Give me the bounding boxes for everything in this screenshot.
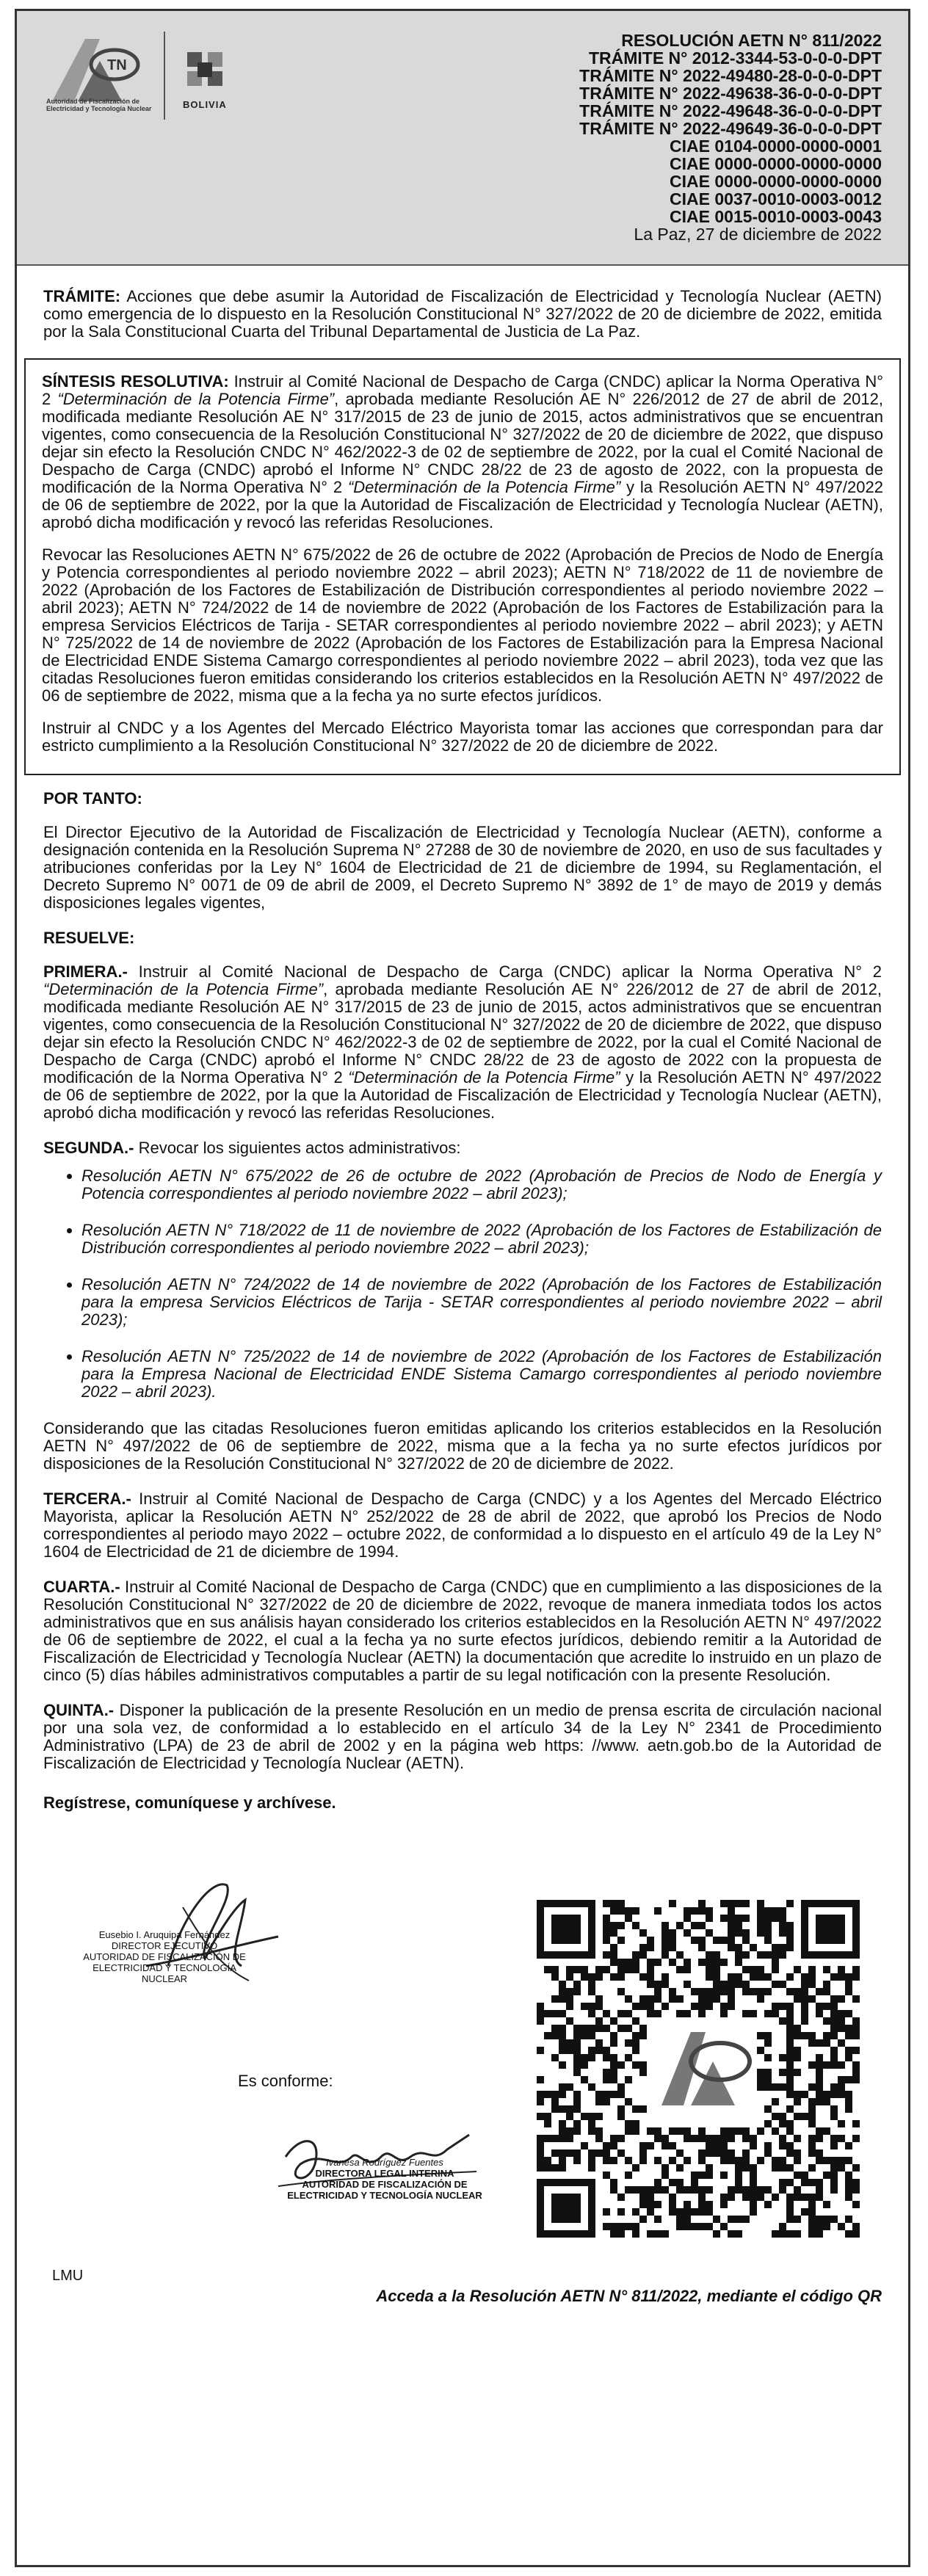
author-initials: LMU <box>52 2268 84 2284</box>
svg-text:TN: TN <box>107 57 127 73</box>
article-text: Instruir al Comité Nacional de Despacho de Carga (CNDC) aplicar la Norma Operativa N° 2 <box>127 962 882 981</box>
sintesis-italic: “Determinación de la Potencia Firme” <box>347 478 621 496</box>
legal-director-signature-block <box>286 2157 484 2201</box>
quinta-article <box>43 1702 882 1772</box>
ref-ciae: CIAE 0104-0000-0000-0001 <box>670 137 882 156</box>
tercera-label: TERCERA.- <box>43 1490 131 1508</box>
ref-tramite: TRÁMITE N° 2022-49648-36-0-0-0-DPT <box>579 101 882 120</box>
ref-ciae: CIAE 0000-0000-0000-0000 <box>670 172 882 191</box>
tramite-paragraph <box>43 288 882 341</box>
ref-ciae: CIAE 0037-0010-0003-0012 <box>670 189 882 208</box>
list-item: • Resolución AETN N° 718/2022 de 11 de noviembre de 2022 (Aprobación de los Factores de Estabilización de Distribución correspondientes al periodo noviembre 2022 – abril 2023); <box>81 1222 882 1257</box>
article-text: Instruir al Comité Nacional de Despacho de Carga (CNDC) y a los Agentes del Mercado Eléctrico Mayorista, aplicar la Resolución AETN N° 252/2022 de 28 de abril de 2022, que aprobó los Precios de Nodo correspondientes al periodo mayo 2022 – octubre 2022, de conformidad a lo dispuesto en el artículo 49 de la Ley N° 1604 de Electricidad de 21 de diciembre de 1994. <box>43 1490 882 1561</box>
signer-title: DIRECTOR EJECUTIVO <box>111 1940 218 1951</box>
sintesis-text: Instruir al Comité Nacional de Despacho de Carga (CNDC) aplicar la Norma Operativa N° 2 <box>42 372 884 408</box>
primera-article <box>43 963 882 1122</box>
sintesis-paragraph-1 <box>42 373 883 531</box>
list-item: • Resolución AETN N° 724/2022 de 14 de noviembre de 2022 (Aprobación de los Factores de Estabilización para la empresa Servicios Eléctricos de Tarija - SETAR correspondientes al periodo noviembre 2022 – abril 2023); <box>81 1276 882 1329</box>
cuarta-article <box>43 1578 882 1684</box>
signer-entity: ELECTRICIDAD Y TECNOLOGÍA NUCLEAR <box>287 2190 482 2201</box>
sintesis-paragraph-3: Instruir al CNDC y a los Agentes del Mercado Eléctrico Mayorista tomar las acciones que correspondan para dar estricto cumplimiento a la Resolución Constitucional N° 327/2022 de 20 de diciembre de 2022. <box>42 719 883 755</box>
article-italic: “Determinación de la Potencia Firme” <box>348 1068 620 1086</box>
document-header <box>17 11 908 266</box>
cuarta-label: CUARTA.- <box>43 1578 120 1596</box>
ref-tramite: TRÁMITE N° 2022-49638-36-0-0-0-DPT <box>579 84 882 103</box>
tercera-article <box>43 1490 882 1561</box>
header-divider <box>164 32 165 120</box>
document-body <box>17 266 908 2318</box>
segunda-article <box>43 1139 882 1157</box>
sintesis-text: , aprobada mediante Resolución AE N° 226/2012 de 27 de abril de 2012, modificada mediante Resolución AE N° 317/2015 de 23 de junio de 2015, actos administrativos que se encuentran vigentes, como consecuencia de la Resolución Constitucional N° 327/2022 de 20 de diciembre de 2022, que dispuso dejar sin efecto la Resolución CNDC N° 462/2022-3 de 02 de septiembre de 2022, por la cual el Comité Nacional de Despacho de Carga (CNDC) aprobó el Informe N° CNDC 28/22 de 23 de agosto de 2022, con la propuesta de modificación de la Norma Operativa N° 2 <box>42 390 883 496</box>
ref-tramite: TRÁMITE N° 2022-49480-28-0-0-0-DPT <box>579 66 882 85</box>
article-italic: “Determinación de la Potencia Firme” <box>43 980 324 998</box>
sintesis-italic: “Determinación de la Potencia Firme” <box>57 390 335 408</box>
resuelve-title: RESUELVE: <box>43 929 135 947</box>
signer-name: Ivanesa Rodríguez Fuentes <box>326 2157 443 2168</box>
director-signature-block <box>73 1929 256 1984</box>
sintesis-label: SÍNTESIS RESOLUTIVA: <box>42 372 229 391</box>
closing-formula: Regístrese, comuníquese y archívese. <box>43 1793 336 1812</box>
conforme-label: Es conforme: <box>238 2072 333 2090</box>
sintesis-box <box>24 358 901 775</box>
considerando-paragraph: Considerando que las citadas Resoluciones fueron emitidas aplicando los criterios establecidos en la Resolución AETN N° 497/2022 de 06 de septiembre de 2022, misma que a la fecha ya no surte efectos jurídicos por disposiciones de la Resolución Constitucional N° 327/2022 de 20 de diciembre de 2022. <box>43 1419 882 1473</box>
bolivia-label: BOLIVIA <box>183 99 227 110</box>
aetn-logo-text: Autoridad de Fiscalización de Electricidad y Tecnología Nuclear <box>46 98 152 112</box>
article-text: , aprobada mediante Resolución AE N° 226/2012 de 27 de abril de 2012, modificada mediante Resolución AE N° 317/2015 de 23 de junio de 2015, actos administrativos que se encuentran vigentes, como consecuencia de la Resolución Constitucional N° 327/2022 de 20 de diciembre de 2022, que dispuso dejar sin efecto la Resolución CNDC N° 462/2022-3 de 02 de septiembre de 2022, por la cual el Comité Nacional de Despacho de Carga (CNDC) aprobó el Informe N° CNDC 28/22 de 23 de agosto de 2022 con la propuesta de modificación de la Norma Operativa N° 2 <box>43 980 882 1086</box>
tramite-text: Acciones que debe asumir la Autoridad de Fiscalización de Electricidad y Tecnología Nuclear (AETN) como emergencia de lo dispuesto en la Resolución Constitucional N° 327/2022 de 20 de diciembre de 2022, emitida por la Sala Constitucional Cuarta del Tribunal Departamental de Justicia de La Paz. <box>43 287 882 341</box>
qr-caption: Acceda a la Resolución AETN N° 811/2022, mediante el código QR <box>376 2287 882 2305</box>
ref-resolution: RESOLUCIÓN AETN N° 811/2022 <box>621 31 882 50</box>
signer-entity: AUTORIDAD DE FISCALIZACIÓN DE <box>83 1951 246 1962</box>
ref-ciae: CIAE 0000-0000-0000-0000 <box>670 154 882 173</box>
por-tanto-paragraph: El Director Ejecutivo de la Autoridad de Fiscalización de Electricidad y Tecnología Nuclear (AETN), conforme a designación contenida en la Resolución Suprema N° 27288 de 30 de noviembre de 2020, en uso de sus facultades y atribuciones conferidas por la Ley N° 1604 de Electricidad de 21 de diciembre de 1994, su Reglamentación, el Decreto Supremo N° 0071 de 09 de abril de 2009, el Decreto Supremo N° 3892 de 1° de mayo de 2019 y demás disposiciones legales vigentes, <box>43 823 882 912</box>
segunda-label: SEGUNDA.- <box>43 1139 134 1157</box>
ref-tramite: TRÁMITE N° 2012-3344-53-0-0-0-DPT <box>588 48 882 68</box>
qr-code-icon[interactable] <box>537 1900 860 2238</box>
signature-area <box>43 1812 882 2318</box>
revoked-acts-list <box>43 1167 882 1401</box>
article-text: y la Resolución AETN N° 497/2022 de 06 de septiembre de 2022, por la que la Autoridad de Fiscalización de Electricidad y Tecnología Nuclear (AETN), aprobó dicha modificación y revocó las referidas Resoluciones. <box>43 1068 882 1122</box>
ref-tramite: TRÁMITE N° 2022-49649-36-0-0-0-DPT <box>579 119 882 138</box>
list-item: • Resolución AETN N° 725/2022 de 14 de noviembre de 2022 (Aprobación de los Factores de Estabilización para la Empresa Nacional de Electricidad ENDE Sistema Camargo correspondientes al periodo noviembre 2022 – abril 2023). <box>81 1348 882 1401</box>
reference-block <box>579 32 882 243</box>
bolivia-coat-of-arms-icon <box>181 48 233 99</box>
signer-entity: AUTORIDAD DE FISCALIZACIÓN DE <box>302 2179 468 2190</box>
signer-entity: ELECTRICIDAD Y TECNOLOGÍA NUCLEAR <box>93 1962 236 1984</box>
sintesis-text: y la Resolución AETN N° 497/2022 de 06 de septiembre de 2022, por la que la Autoridad de Fiscalización de Electricidad y Tecnología Nuclear (AETN), aprobó dicha modificación y revocó las referidas Resoluciones. <box>42 478 883 531</box>
tramite-label: TRÁMITE: <box>43 287 121 305</box>
signer-title: DIRECTORA LEGAL INTERINA <box>315 2168 454 2179</box>
resolution-document <box>15 9 910 2567</box>
article-text: Disponer la publicación de la presente Resolución en un medio de prensa escrita de circulación nacional por una sola vez, de conformidad a lo establecido en el artículo 34 de la Ley N° 2341 de Procedimiento Administrativo (LPA) de 23 de abril de 2002 y en la página web https: //www. aetn.gob.bo de la Autoridad de Fiscalización de Electricidad y Tecnología Nuclear (AETN). <box>43 1701 882 1772</box>
sintesis-paragraph-2: Revocar las Resoluciones AETN N° 675/2022 de 26 de octubre de 2022 (Aprobación de Precios de Nodo de Energía y Potencia correspondientes al periodo noviembre 2022 – abril 2023); AETN N° 718/2022 de 11 de noviembre de 2022 (Aprobación de los Factores de Estabilización de Distribución correspondientes al periodo noviembre 2022 – abril 2023); AETN N° 724/2022 de 14 de noviembre de 2022 (Aprobación de los Factores de Estabilización para la empresa Servicios Eléctricos de Tarija - SETAR correspondientes al periodo noviembre 2022 – abril 2023); y AETN N° 725/2022 de 14 de noviembre de 2022 (Aprobación de los Factores de Estabilización para la Empresa Nacional de Electricidad ENDE Sistema Camargo correspondientes al periodo noviembre 2022 – abril 2023), toda vez que las citadas Resoluciones fueron emitidas considerando los criterios establecidos en la Resolución AETN N° 497/2022 de 06 de septiembre de 2022, misma que a la fecha ya no surte efectos jurídicos. <box>42 545 883 705</box>
signer-name: Eusebio I. Aruquipa Fernández <box>98 1929 231 1940</box>
por-tanto-title: POR TANTO: <box>43 789 142 808</box>
quinta-label: QUINTA.- <box>43 1701 115 1719</box>
ref-ciae: CIAE 0015-0010-0003-0043 <box>670 207 882 226</box>
primera-label: PRIMERA.- <box>43 962 128 981</box>
article-text: Instruir al Comité Nacional de Despacho de Carga (CNDC) que en cumplimiento a las disposiciones de la Resolución Constitucional N° 327/2022 de 20 de diciembre de 2022, revoque de manera inmediata todos los actos administrativos que en sus análisis hayan considerado los criterios establecidos en la Resolución AETN N° 497/2022 de 06 de septiembre de 2022, el cual a la fecha ya no surte efectos jurídicos, debiendo remitir a la Autoridad de Fiscalización de Electricidad y Tecnología Nuclear (AETN) la documentación que acredite lo instruido en un plazo de cinco (5) días hábiles administrativos computables a partir de su legal notificación con la presente Resolución. <box>43 1578 882 1684</box>
list-item: • Resolución AETN N° 675/2022 de 26 de octubre de 2022 (Aprobación de Precios de Nodo de Energía y Potencia correspondientes al periodo noviembre 2022 – abril 2023); <box>81 1167 882 1202</box>
article-text: Revocar los siguientes actos administrativos: <box>134 1139 461 1157</box>
document-date: La Paz, 27 de diciembre de 2022 <box>634 225 882 244</box>
